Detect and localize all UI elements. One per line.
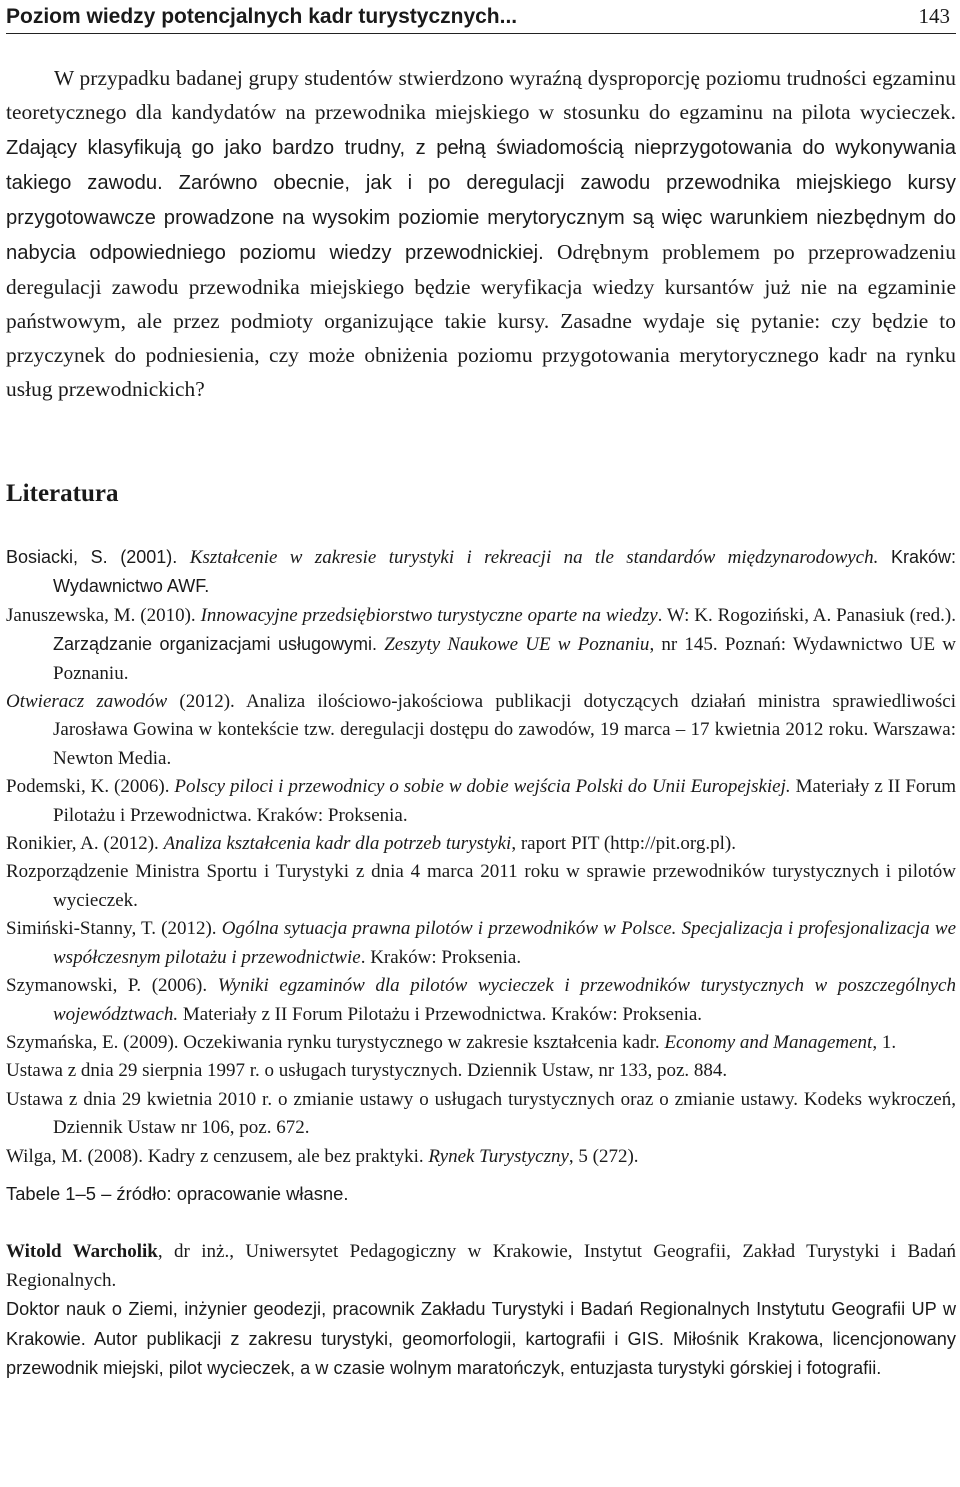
ref-text: , 5 (272). <box>568 1145 639 1167</box>
ref-text: Materiały z II Forum Pilotażu i Przewodnictwa. Kraków: Proksenia. <box>53 776 957 826</box>
ref-journal: Economy and Management <box>664 1031 873 1053</box>
author-affiliation: , dr inż., Uniwersytet Pedagogiczny w Krakowie, Instytut Geografii, Zakład Turystyki i Badań Regionalnych. <box>6 1240 957 1291</box>
running-header <box>6 0 956 34</box>
sentence: Zarówno obecnie, jak i po deregulacji zawodu przewodnika miejskiego kursy przygotowawcze prowadzone na wysokim poziomie merytorycznym są więc warunkiem niezbędnym do nabycia odpowiedniego poziomu wiedzy przewodnickiej. <box>6 172 956 264</box>
ref-title: Polscy piloci i przewodnicy o sobie w dobie wejścia Polski do Unii Europejskiej. <box>174 776 791 798</box>
ref-title: Innowacyjne przedsiębiorstwo turystyczne oparte na wiedzy <box>200 604 658 626</box>
reference-item <box>6 1143 956 1171</box>
ref-text: Zarządzanie organizacjami usługowymi. <box>53 634 378 655</box>
reference-item <box>6 543 956 602</box>
reference-item <box>6 858 956 915</box>
page-number: 143 <box>918 4 950 28</box>
author-name: Witold Warcholik <box>6 1240 158 1262</box>
ref-title: Ogólna sytuacja prawna pilotów i przewodników w Polsce. Specjalizacja i profesjonalizacja we współczesnym pilotażu i przewodnictwie <box>53 918 956 968</box>
running-title: Poziom wiedzy potencjalnych kadr turystycznych... <box>6 5 518 28</box>
sentence: Zdający klasyfikują go jako bardzo trudny, z pełną świadomością nieprzygotowania do wykonywania takiego zawodu. <box>6 137 956 194</box>
ref-title: Analiza kształcenia kadr dla potrzeb turystyki <box>163 833 512 855</box>
reference-item <box>6 1029 956 1057</box>
ref-text: , 1. <box>872 1031 897 1053</box>
page <box>6 0 956 1384</box>
reference-item <box>6 773 956 830</box>
sentence: Odrębnym problemem po przeprowadzeniu deregulacji zawodu przewodnika miejskiego będzie weryfikacja wiedzy kursantów już nie na egzaminie państwowym, ale przez podmioty organizujące takie kursy. <box>6 240 956 333</box>
reference-item <box>6 1057 956 1085</box>
ref-publisher: Kraków: Wydawnictwo AWF. <box>53 547 956 597</box>
reference-item <box>6 602 956 688</box>
sentence: Zasadne wydaje się pytanie: czy będzie to przyczynek do podniesienia, czy może obniżenia poziomu przygotowania merytorycznego kadr na rynku usług przewodnickich? <box>6 309 957 401</box>
ref-title: Wyniki egzaminów dla pilotów wycieczek i przewodników turystycznych w poszczególnych województwach. <box>53 975 956 1025</box>
ref-author: Ronikier, A. (2012). <box>6 833 164 855</box>
ref-author: Simiński-Stanny, T. (2012). <box>6 918 222 940</box>
ref-title: Kształcenie w zakresie turystyki i rekreacji na tle standardów międzynarodowych. <box>189 547 879 568</box>
ref-journal: Rynek Turystyczny <box>428 1145 569 1167</box>
ref-journal: Zeszyty Naukowe UE w Poznaniu <box>384 634 650 656</box>
reference-item <box>6 972 956 1029</box>
body-paragraph <box>6 61 956 406</box>
reference-list <box>6 543 956 1171</box>
reference-item <box>6 915 956 972</box>
reference-item <box>6 688 956 773</box>
ref-text: Analiza ilościowo-jakościowa publikacji dotyczących działań ministra sprawiedliwości Jarosława Gowina w kontekście tzw. deregulacji dostępu do zawodów, 19 marca – 17 kwietnia 2012 roku. Warszawa: Newton Media. <box>53 691 956 769</box>
ref-text: . Kraków: Proksenia. <box>360 946 522 968</box>
ref-author: Szymańska, E. (2009). Oczekiwania rynku turystycznego w zakresie kształcenia kadr. <box>6 1031 665 1053</box>
ref-text: Rozporządzenie Ministra Sportu i Turystyki z dnia 4 marca 2011 roku w sprawie przewodników turystycznych i pilotów wycieczek. <box>6 861 956 911</box>
sentence: W przypadku badanej grupy studentów stwierdzono wyraźną dysproporcję poziomu trudności egzaminu teoretycznego dla kandydatów na przewodnika miejskiego w stosunku do egzaminu na pilota wycieczek. <box>6 66 956 124</box>
ref-text: Materiały z II Forum Pilotażu i Przewodnictwa. Kraków: Proksenia. <box>178 1003 703 1025</box>
author-bio: Doktor nauk o Ziemi, inżynier geodezji, pracownik Zakładu Turystyki i Badań Regionalnych Instytutu Geografii UP w Krakowie. Autor publikacji z zakresu turystyki, geomorfologii, kartografii i GIS. Miłośnik Krakowa, licencjonowany przewodnik miejski, pilot wycieczek, a w czasie wolnym maratończyk, entuzjasta turystyki górskiej i fotografii. <box>6 1299 956 1379</box>
reference-item <box>6 1086 956 1143</box>
ref-text: , raport PIT (http://pit.org.pl). <box>511 833 736 855</box>
ref-text: , nr 145. Poznań: Wydawnictwo UE w Poznaniu. <box>53 634 957 684</box>
ref-author: Podemski, K. (2006). <box>6 776 175 798</box>
table-source-note: Tabele 1–5 – źródło: opracowanie własne. <box>6 1182 349 1204</box>
ref-author: Szymanowski, P. (2006). <box>6 975 218 997</box>
author-note <box>6 1238 956 1384</box>
reference-item <box>6 830 956 858</box>
ref-author: Wilga, M. (2008). Kadry z cenzusem, ale bez praktyki. <box>6 1145 429 1167</box>
ref-author: Bosiacki, S. (2001). <box>6 547 190 567</box>
ref-text: . W: K. Rogoziński, A. Panasiuk (red.). <box>657 604 957 626</box>
ref-text: Ustawa z dnia 29 sierpnia 1997 r. o usługach turystycznych. Dziennik Ustaw, nr 133, poz. 884. <box>6 1060 728 1082</box>
ref-author: Januszewska, M. (2010). <box>6 604 201 626</box>
ref-text: Ustawa z dnia 29 kwietnia 2010 r. o zmianie ustawy o usługach turystycznych oraz o zmianie ustawy. Kodeks wykroczeń, Dziennik Ustaw nr 106, poz. 672. <box>6 1088 956 1139</box>
ref-title: Otwieracz zawodów <box>6 691 168 713</box>
ref-year: (2012). <box>167 691 247 713</box>
section-heading: Literatura <box>6 480 119 507</box>
